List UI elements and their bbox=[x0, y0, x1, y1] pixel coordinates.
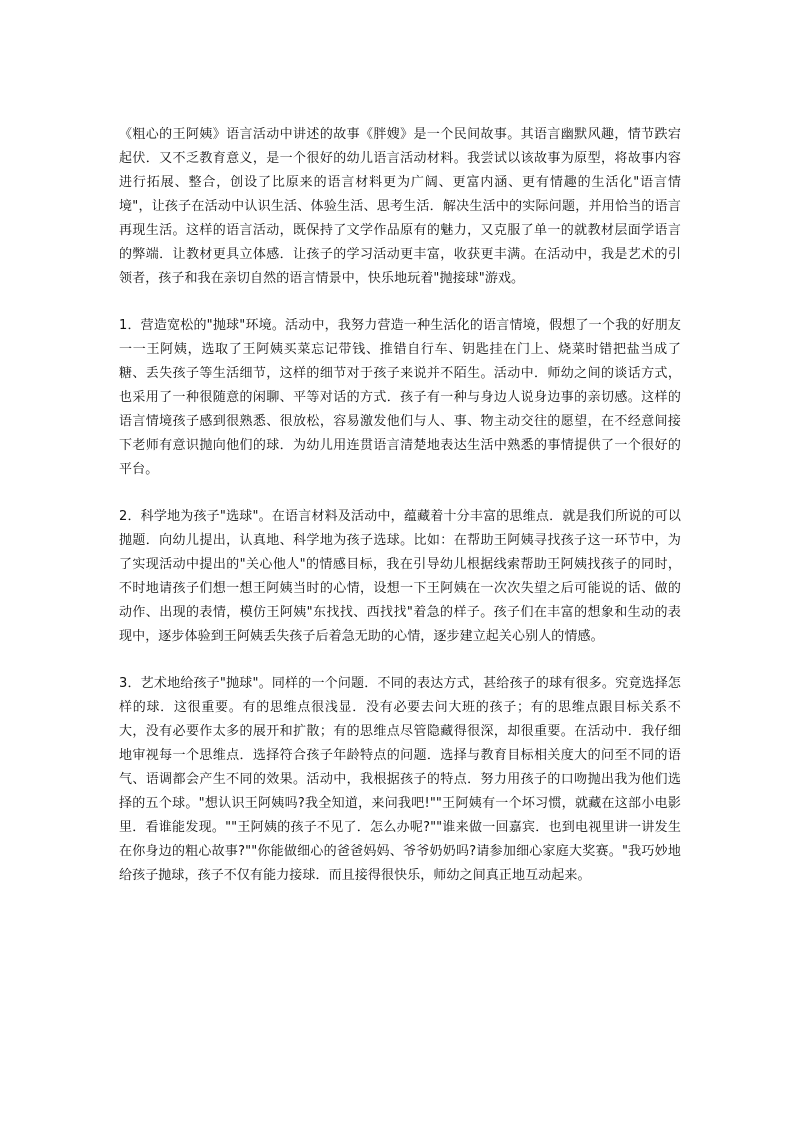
intro-paragraph: 《粗心的王阿姨》语言活动中讲述的故事《胖嫂》是一个民间故事。其语言幽默风趣，情节跌宕起伏．又不乏教育意义，是一个很好的幼儿语言活动材料。我尝试以该故事为原型，将故事内容进行拓展、整合，创设了比原来的语言材料更为广阔、更富内涵、更有情趣的生活化"语言情境"，让孩子在活动中认识生活、体验生活、思考生活．解决生活中的实际问题，并用恰当的语言再现生活。这样的语言活动，既保持了文学作品原有的魅力，又克服了单一的就教材层面学语言的弊端．让教材更具立体感．让孩子的学习活动更丰富，收获更丰满。在活动中，我是艺术的引领者，孩子和我在亲切自然的语言情景中，快乐地玩着"抛接球"游戏。 bbox=[119, 127, 681, 286]
paragraph-3-throwing-ball: 3．艺术地给孩子"抛球"。同样的一个问题．不同的表达方式，甚给孩子的球有很多。究竟选择怎样的球．这很重要。有的思维点很浅显．没有必要去问大班的孩子；有的思维点跟目标关系不大，没有必要作太多的展开和扩散；有的思维点尽管隐藏得很深，却很重要。在活动中．我仔细地审视每一个思维点．选择符合孩子年龄特点的问题．选择与教育目标相关度大的问至不同的语气、语调都会产生不同的效果。活动中，我根据孩子的特点．努力用孩子的口吻抛出我为他们选择的五个球。"想认识王阿姨吗?我全知道，来问我吧!""王阿姨有一个坏习惯，就藏在这部小电影里．看谁能发现。""王阿姨的孩子不见了．怎么办呢?""谁来做一回嘉宾．也到电视里讲一讲发生在你身边的粗心故事?""你能做细心的爸爸妈妈、爷爷奶奶吗?请参加细心家庭大奖赛。"我巧妙地给孩子抛球，孩子不仅有能力接球．而且接得很快乐，师幼之间真正地互动起来。 bbox=[119, 676, 681, 883]
document-body bbox=[119, 123, 681, 888]
paragraph-2-choosing-ball: 2．科学地为孩子"选球"。在语言材料及活动中，蕴藏着十分丰富的思维点．就是我们所说的可以抛题．向幼儿提出，认真地、科学地为孩子选球。比如：在帮助王阿姨寻找孩子这一环节中，为了实现活动中提出的"关心他人"的情感目标，我在引导幼儿根据线索帮助王阿姨找孩子的同时，不时地请孩子们想一想王阿姨当时的心情，设想一下王阿姨在一次次失望之后可能说的话、做的动作、出现的表情，模仿王阿姨"东找找、西找找"着急的样子。孩子们在丰富的想象和生动的表现中，逐步体验到王阿姨丢失孩子后着急无助的心情，逐步建立起关心别人的情感。 bbox=[119, 509, 681, 644]
paragraph-1-environment: 1．营造宽松的"抛球"环境。活动中，我努力营造一种生活化的语言情境，假想了一个我的好朋友一一王阿姨，选取了王阿姨买菜忘记带钱、推错自行车、钥匙挂在门上、烧菜时错把盐当成了糖、丢失孩子等生活细节，这样的细节对于孩子来说并不陌生。活动中．师幼之间的谈话方式，也采用了一种很随意的闲聊、平等对话的方式．孩子有一种与身边人说身边事的亲切感。这样的语言情境孩子感到很熟悉、很放松，容易激发他们与人、事、物主动交往的愿望，在不经意间接下老师有意识抛向他们的球．为幼儿用连贯语言清楚地表达生活中熟悉的事情提供了一个很好的平台。 bbox=[119, 318, 681, 477]
